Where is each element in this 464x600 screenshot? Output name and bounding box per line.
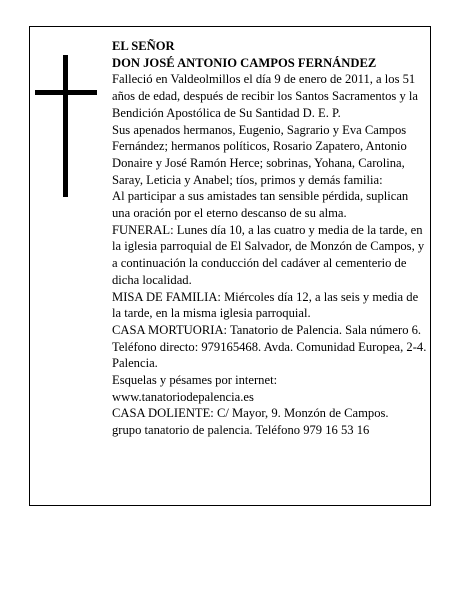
death-paragraph: Falleció en Valdeolmillos el día 9 de enero de 2011, a los 51 años de edad, después de recibir los Santos Sacramentos y la Bendición Apostólica de Su Santidad D. E. P. [112,72,419,120]
condolences-website: www.tanatoriodepalencia.es [112,389,254,404]
deceased-name: DON JOSÉ ANTONIO CAMPOS FERNÁNDEZ [112,55,377,70]
footer-paragraph: grupo tanatorio de palencia. Teléfono 979 16 53 16 [112,423,370,438]
title-line-1: EL SEÑOR [112,39,175,53]
mortuary-paragraph: CASA MORTUORIA: Tanatorio de Palencia. Sala número 6. Teléfono directo: 979165468. Avda. Comunidad Europea, 2-4. Palencia. [112,322,427,371]
mass-paragraph: MISA DE FAMILIA: Miércoles día 12, a las seis y media de la tarde, en la misma iglesia parroquial. [112,289,419,321]
family-paragraph: Sus apenados hermanos, Eugenio, Sagrario y Eva Campos Fernández; hermanos políticos, Rosario Zapatero, Antonio Donaire y José Ramón Herce; sobrinas, Yohana, Carolina, Saray, Leticia y Anabel; tíos, primos y demás familia: [112,122,407,187]
condolences-line-1: Esquelas y pésames por internet: [112,373,278,388]
cross-horizontal-bar [35,90,97,95]
mourning-house-paragraph: CASA DOLIENTE: C/ Mayor, 9. Monzón de Campos. [112,406,389,421]
cross-vertical-bar [63,55,68,197]
request-paragraph: Al participar a sus amistades tan sensible pérdida, suplican una oración por el eterno descanso de su alma. [112,189,409,221]
obituary-text [112,38,427,439]
latin-cross-icon [35,55,97,197]
funeral-paragraph: FUNERAL: Lunes día 10, a las cuatro y media de la tarde, en la iglesia parroquial de El Salvador, de Monzón de Campos, y a continuación la conducción del cadáver al cementerio de dicha localidad. [112,222,425,287]
